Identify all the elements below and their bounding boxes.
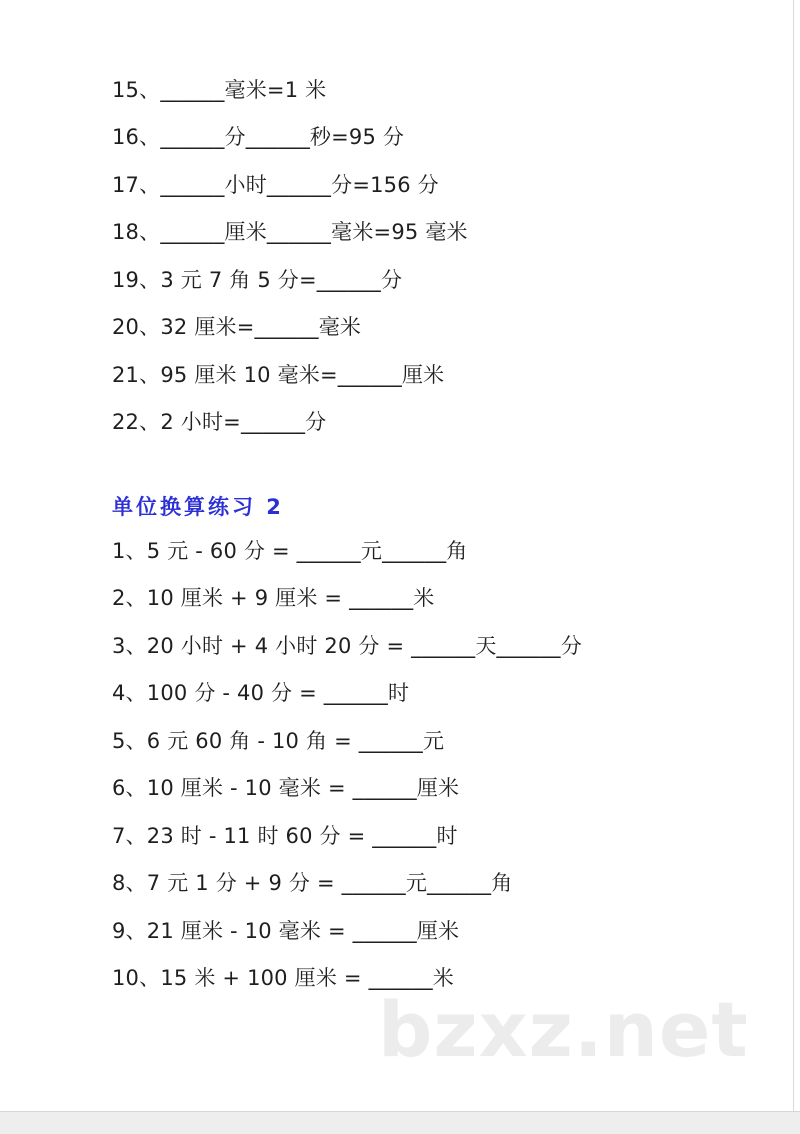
exercise2-item-6: 6、10 厘米 - 10 毫米 = ______厘米 <box>112 776 460 800</box>
exercise-item-22: 22、2 小时=______分 <box>112 410 327 434</box>
exercise2-item-2: 2、10 厘米 + 9 厘米 = ______米 <box>112 586 435 610</box>
exercise2-item-5: 5、6 元 60 角 - 10 角 = ______元 <box>112 729 445 753</box>
exercise2-item-7: 7、23 时 - 11 时 60 分 = ______时 <box>112 824 458 848</box>
page-edge-divider <box>793 0 794 1112</box>
exercise2-item-1: 1、5 元 - 60 分 = ______元______角 <box>112 539 468 563</box>
exercise2-item-10: 10、15 米 + 100 厘米 = ______米 <box>112 966 454 990</box>
exercise-item-19: 19、3 元 7 角 5 分=______分 <box>112 268 403 292</box>
exercise-item-17: 17、______小时______分=156 分 <box>112 173 439 197</box>
exercise-item-16: 16、______分______秒=95 分 <box>112 125 405 149</box>
exercise2-item-3: 3、20 小时 + 4 小时 20 分 = ______天______分 <box>112 634 582 658</box>
exercise-item-18: 18、______厘米______毫米=95 毫米 <box>112 220 468 244</box>
exercise2-item-4: 4、100 分 - 40 分 = ______时 <box>112 681 410 705</box>
exercise-item-20: 20、32 厘米=______毫米 <box>112 315 362 339</box>
section-heading: 单位换算练习 2 <box>112 495 284 519</box>
exercise-item-21: 21、95 厘米 10 毫米=______厘米 <box>112 363 445 387</box>
exercise2-item-8: 8、7 元 1 分 + 9 分 = ______元______角 <box>112 871 513 895</box>
watermark: bzxz.net <box>378 985 749 1074</box>
exercise2-item-9: 9、21 厘米 - 10 毫米 = ______厘米 <box>112 919 460 943</box>
exercise-item-15: 15、______毫米=1 米 <box>112 78 327 102</box>
page-bottom-band <box>0 1111 800 1134</box>
